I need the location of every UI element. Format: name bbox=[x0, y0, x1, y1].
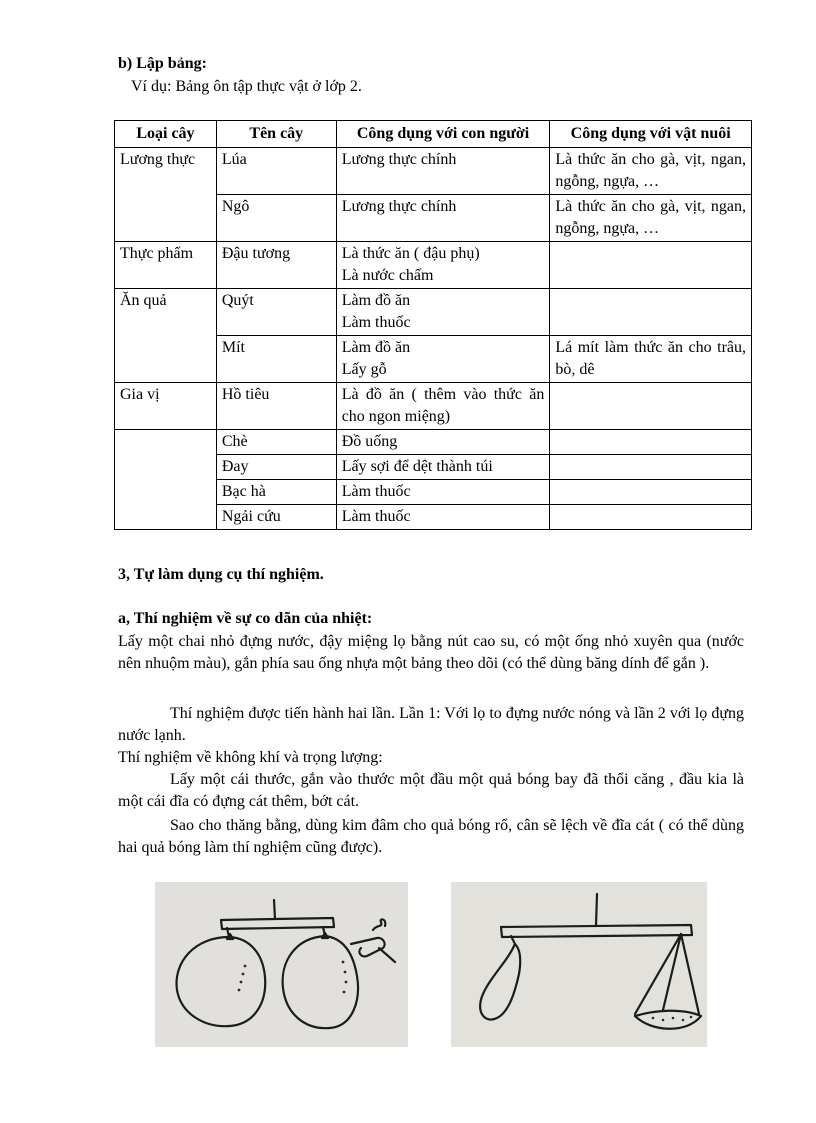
animal-use-cell bbox=[550, 430, 752, 455]
paragraph-ruler-balloon: Lấy một cái thước, gắn vào thước một đầu một quả bóng bay đã thổi căng , đầu kia là một cái đĩa có đựng cát thêm, bớt cát. bbox=[118, 771, 744, 810]
human-use-cell: Là đồ ăn ( thêm vào thức ăn cho ngon miệng) bbox=[336, 383, 550, 430]
section-b-heading: b) Lập bảng: bbox=[118, 55, 207, 72]
section-3-heading: 3, Tự làm dụng cụ thí nghiệm. bbox=[118, 566, 324, 583]
plant-name-cell: Lúa bbox=[216, 148, 336, 195]
animal-use-cell bbox=[550, 289, 752, 336]
plant-name-cell: Ngải cứu bbox=[216, 505, 336, 530]
table-row bbox=[115, 242, 752, 289]
plant-name-cell: Hồ tiêu bbox=[216, 383, 336, 430]
balloon-vs-sand-pan-sketch-icon bbox=[451, 882, 707, 1047]
category-cell: Gia vị bbox=[115, 383, 217, 430]
balanced-balloons-sketch-icon bbox=[155, 882, 408, 1047]
header-plant-name: Tên cây bbox=[216, 121, 336, 148]
paragraph-bottle-setup: Lấy một chai nhỏ đựng nước, đậy miệng lọ bằng nút cao su, có một ống nhỏ xuyên qua (nước nên nhuộm màu), gắn phía sau ống nhựa một bảng theo dõi (có thể dùng băng dính để gắn ). bbox=[118, 633, 744, 672]
table-row bbox=[115, 148, 752, 195]
category-cell: Thực phẩm bbox=[115, 242, 217, 289]
table-row bbox=[115, 383, 752, 430]
table-header-row bbox=[115, 121, 752, 148]
human-use-cell: Làm đồ ăn Lấy gỗ bbox=[336, 336, 550, 383]
plant-name-cell: Mít bbox=[216, 336, 336, 383]
human-use-cell: Lương thực chính bbox=[336, 195, 550, 242]
header-animal-use: Công dụng với vật nuôi bbox=[550, 121, 752, 148]
table-row bbox=[115, 430, 752, 455]
human-use-cell: Là thức ăn ( đậu phụ) Là nước chấm bbox=[336, 242, 550, 289]
subsection-a-heading: a, Thí nghiệm về sự co dãn của nhiệt: bbox=[118, 610, 373, 627]
paragraph-pierce-balloon: Sao cho thăng bằng, dùng kim đâm cho quả bóng rổ, cân sẽ lệch về đĩa cát ( có thể dùng hai quả bóng làm thí nghiệm cũng được). bbox=[118, 817, 744, 856]
paragraph-air-weight-title: Thí nghiệm về không khí và trọng lượng: bbox=[118, 749, 383, 766]
plant-name-cell: Đậu tương bbox=[216, 242, 336, 289]
human-use-cell: Làm thuốc bbox=[336, 480, 550, 505]
human-use-cell: Làm thuốc bbox=[336, 505, 550, 530]
plant-name-cell: Bạc hà bbox=[216, 480, 336, 505]
paragraph-trials: Thí nghiệm được tiến hành hai lần. Lần 1: Với lọ to đựng nước nóng và lần 2 với lọ đựng nước lạnh. bbox=[118, 705, 744, 744]
human-use-cell: Lấy sợi để dệt thành túi bbox=[336, 455, 550, 480]
plant-review-table bbox=[114, 120, 752, 530]
example-caption: Ví dụ: Bảng ôn tập thực vật ở lớp 2. bbox=[131, 78, 362, 95]
animal-use-cell: Là thức ăn cho gà, vịt, ngan, ngỗng, ngựa, … bbox=[550, 148, 752, 195]
header-plant-type: Loại cây bbox=[115, 121, 217, 148]
animal-use-cell: Lá mít làm thức ăn cho trâu, bò, dê bbox=[550, 336, 752, 383]
category-cell: Lương thực bbox=[115, 148, 217, 242]
human-use-cell: Lương thực chính bbox=[336, 148, 550, 195]
animal-use-cell bbox=[550, 242, 752, 289]
animal-use-cell bbox=[550, 455, 752, 480]
table-row bbox=[115, 289, 752, 336]
animal-use-cell bbox=[550, 505, 752, 530]
plant-name-cell: Ngô bbox=[216, 195, 336, 242]
plant-name-cell: Đay bbox=[216, 455, 336, 480]
human-use-cell: Làm đồ ăn Làm thuốc bbox=[336, 289, 550, 336]
plant-name-cell: Quýt bbox=[216, 289, 336, 336]
plant-name-cell: Chè bbox=[216, 430, 336, 455]
human-use-cell: Đồ uống bbox=[336, 430, 550, 455]
header-human-use: Công dụng với con người bbox=[336, 121, 550, 148]
animal-use-cell bbox=[550, 480, 752, 505]
category-cell bbox=[115, 430, 217, 530]
animal-use-cell bbox=[550, 383, 752, 430]
animal-use-cell: Là thức ăn cho gà, vịt, ngan, ngỗng, ngựa, … bbox=[550, 195, 752, 242]
category-cell: Ăn quả bbox=[115, 289, 217, 383]
